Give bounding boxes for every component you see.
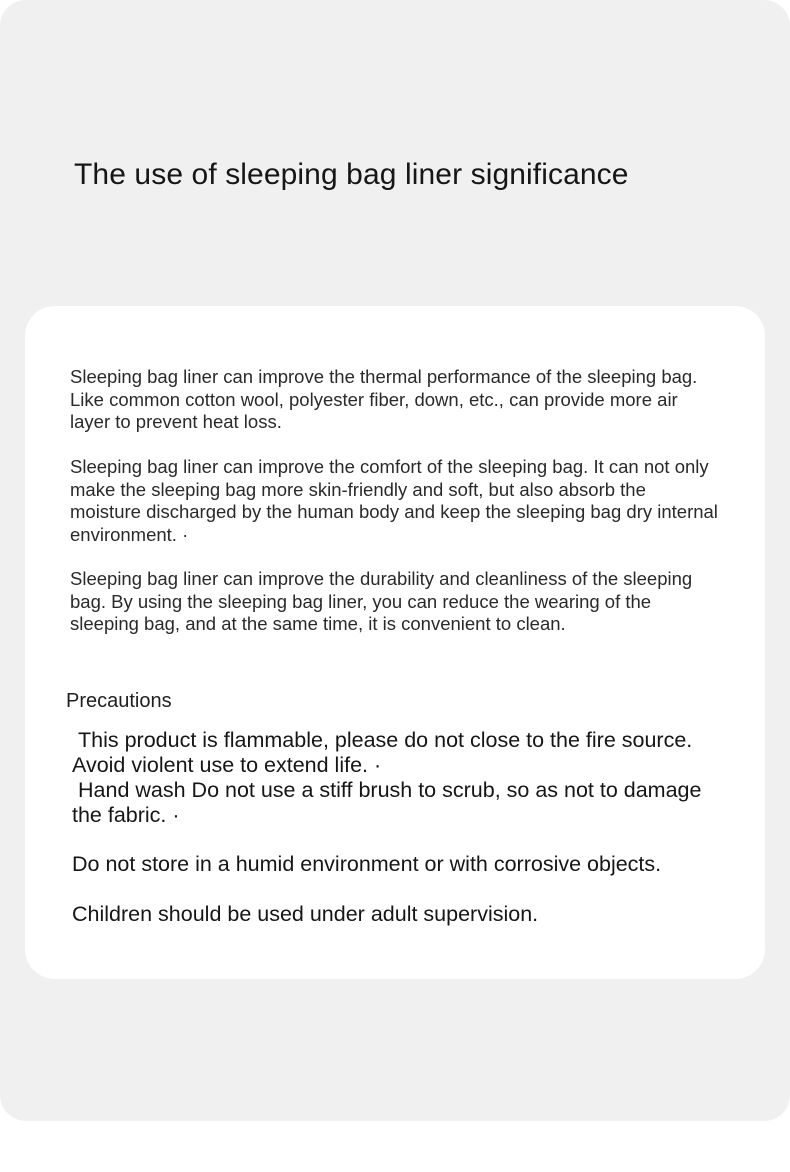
precautions-heading: Precautions: [66, 690, 172, 712]
precaution-line: Children should be used under adult supervision.: [72, 902, 539, 926]
precaution-item-supervision: [72, 902, 752, 927]
precaution-item-storage: [72, 852, 752, 877]
precaution-item-hand-wash: [72, 778, 752, 828]
precaution-item-flammable: [72, 728, 752, 778]
paragraph-durability: Sleeping bag liner can improve the durability and cleanliness of the sleeping bag. By using the sleeping bag liner, you can reduce the wearing of the sleeping bag, and at the same time, it is convenient to clean.: [70, 568, 693, 634]
page-title: The use of sleeping bag liner significance: [74, 158, 629, 191]
precaution-line: Avoid violent use to extend life. ·: [72, 753, 382, 777]
paragraph-thermal: Sleeping bag liner can improve the thermal performance of the sleeping bag. Like common cotton wool, polyester fiber, down, etc., can provide more air layer to prevent heat loss.: [70, 366, 698, 432]
paragraph-comfort: Sleeping bag liner can improve the comfort of the sleeping bag. It can not only make the sleeping bag more skin-friendly and soft, but also absorb the moisture discharged by the human body and keep the sleeping bag dry internal environment. ·: [70, 456, 718, 545]
content-card: [25, 306, 765, 979]
precaution-line: the fabric. ·: [72, 803, 180, 827]
precaution-line: Do not store in a humid environment or with corrosive objects.: [72, 852, 662, 876]
precaution-line: Hand wash Do not use a stiff brush to scrub, so as not to damage: [78, 778, 702, 802]
precaution-line: This product is flammable, please do not close to the fire source.: [78, 728, 693, 752]
